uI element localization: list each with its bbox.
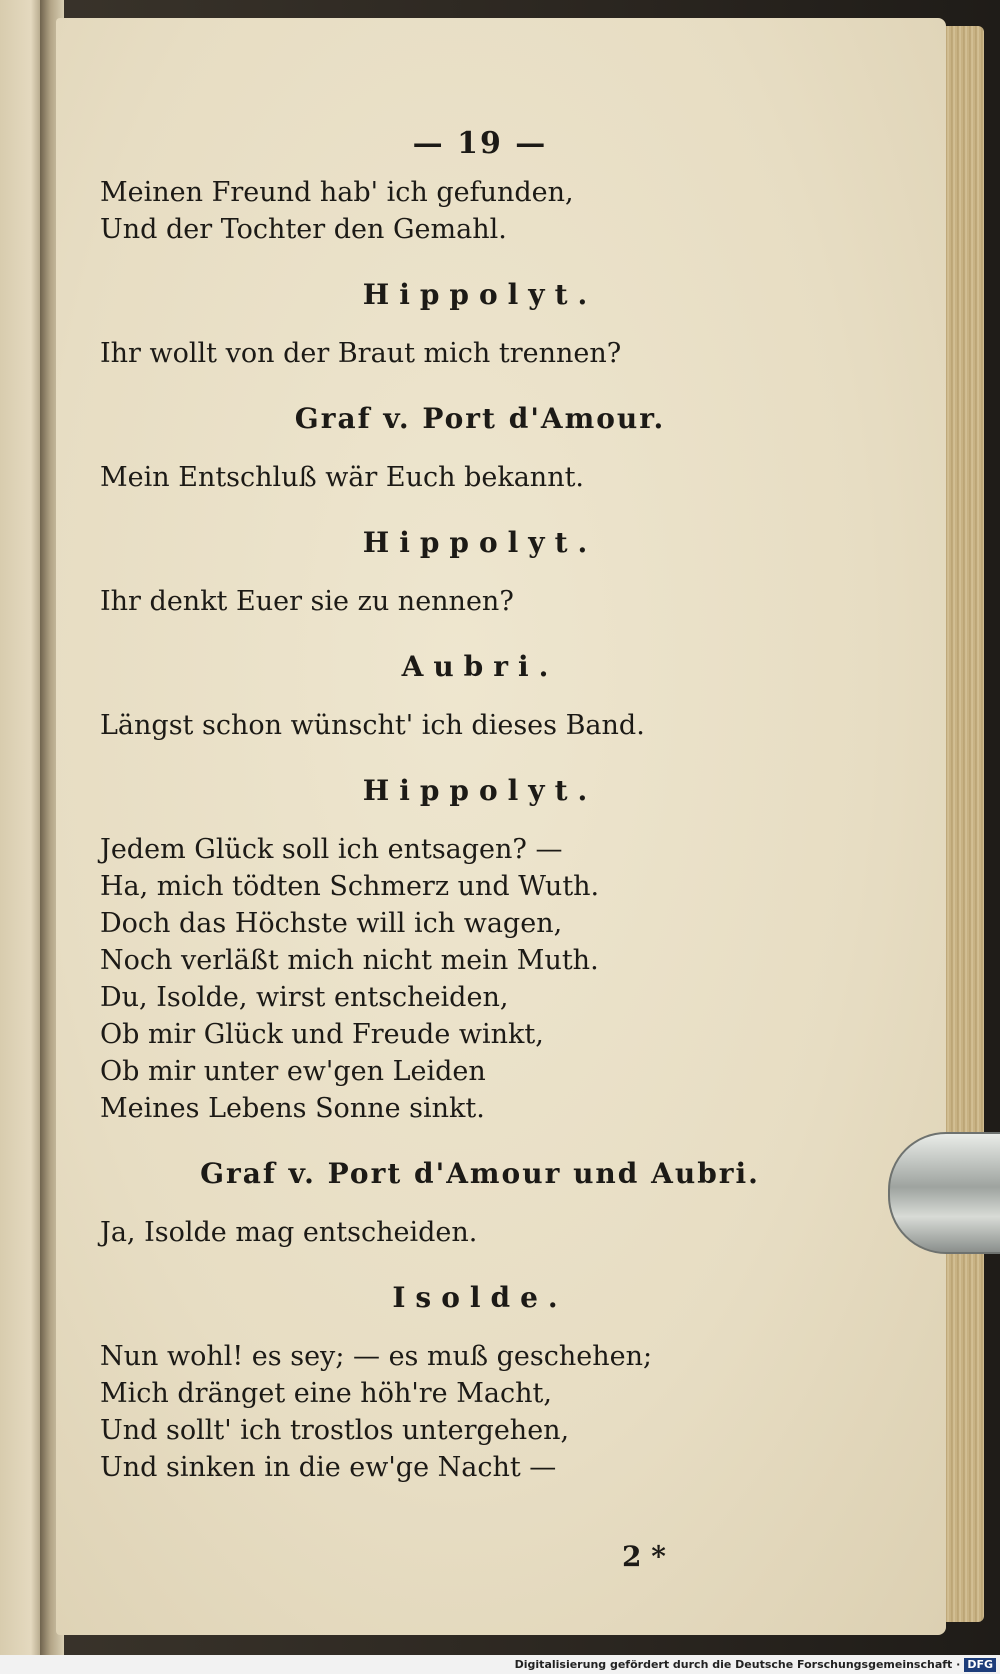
verse-block: [100, 174, 860, 248]
speaker-name: Hippolyt.: [362, 526, 598, 559]
speaker-name: Graf v. Port d'Amour.: [294, 402, 666, 435]
verse-line: Ha, mich tödten Schmerz und Wuth.: [100, 871, 600, 902]
verse-block: [100, 335, 860, 372]
verse-line: Mich dränget eine höh're Macht,: [100, 1378, 552, 1409]
verse-line: Längst schon wünscht' ich dieses Band.: [100, 710, 645, 741]
speaker-name: Isolde.: [392, 1281, 568, 1314]
facing-page-edge: [0, 0, 44, 1655]
verse-line: Meines Lebens Sonne sinkt.: [100, 1093, 485, 1124]
page-number: — 19 —: [412, 126, 548, 161]
verse-line: Und der Tochter den Gemahl.: [100, 214, 507, 245]
speaker-name: Aubri.: [401, 650, 559, 683]
signature-mark: 2 *: [622, 1540, 666, 1573]
verse-line: Noch verläßt mich nicht mein Muth.: [100, 945, 599, 976]
speaker-name: Graf v. Port d'Amour und Aubri.: [200, 1157, 760, 1190]
verse-block: [100, 831, 860, 1127]
verse-line: Jedem Glück soll ich entsagen? —: [100, 834, 563, 865]
verse-block: [100, 707, 860, 744]
page-text: [100, 125, 860, 1486]
speaker-name: Hippolyt.: [362, 278, 598, 311]
text-blocks: [100, 174, 860, 1486]
page-stack-edges: [944, 26, 984, 1622]
verse-block: [100, 459, 860, 496]
verse-line: Ihr wollt von der Braut mich trennen?: [100, 338, 622, 369]
verse-block: [100, 583, 860, 620]
page-clip: [888, 1132, 1000, 1254]
verse-line: Ihr denkt Euer sie zu nennen?: [100, 586, 514, 617]
verse-line: Und sollt' ich trostlos untergehen,: [100, 1415, 570, 1446]
verse-line: Ob mir Glück und Freude winkt,: [100, 1019, 544, 1050]
verse-line: Meinen Freund hab' ich gefunden,: [100, 177, 574, 208]
verse-line: Doch das Höchste will ich wagen,: [100, 908, 563, 939]
verse-line: Ja, Isolde mag entscheiden.: [100, 1217, 478, 1248]
verse-block: [100, 1338, 860, 1486]
dfg-logo: DFG: [964, 1658, 996, 1672]
verse-line: Mein Entschluß wär Euch bekannt.: [100, 462, 585, 493]
verse-line: Und sinken in die ew'ge Nacht —: [100, 1452, 557, 1483]
footer-credit: Digitalisierung gefördert durch die Deutsche Forschungsgemeinschaft ·: [514, 1658, 961, 1671]
verse-block: [100, 1214, 860, 1251]
verse-line: Nun wohl! es sey; — es muß geschehen;: [100, 1341, 653, 1372]
verse-line: Ob mir unter ew'gen Leiden: [100, 1056, 486, 1087]
speaker-name: Hippolyt.: [362, 774, 598, 807]
verse-line: Du, Isolde, wirst entscheiden,: [100, 982, 509, 1013]
footer-bar: [0, 1655, 1000, 1674]
